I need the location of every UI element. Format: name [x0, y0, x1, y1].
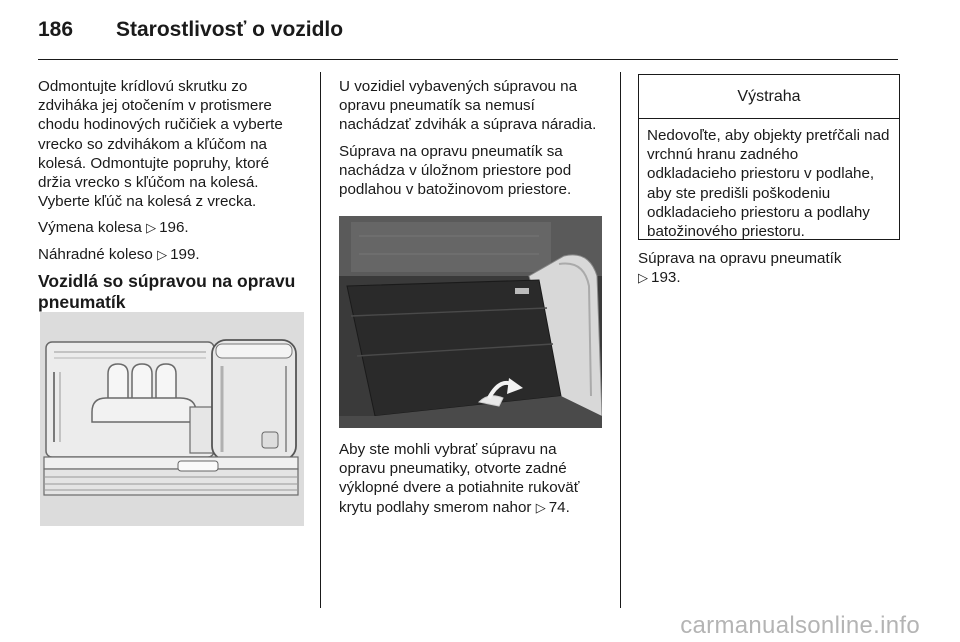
header-rule — [38, 59, 898, 60]
kit-removal-paragraph — [339, 440, 607, 517]
reference-icon: ▷ — [535, 499, 546, 515]
spare-wheel-ref-page: 199. — [170, 245, 200, 263]
column-divider-right — [620, 72, 621, 608]
column-2 — [339, 77, 607, 206]
repair-kit-ref-page: 193. — [651, 269, 681, 287]
spare-wheel-reference[interactable] — [38, 245, 306, 264]
warning-title: Výstraha — [639, 75, 899, 119]
repair-kit-reference[interactable] — [638, 249, 900, 287]
wheel-change-reference[interactable] — [38, 218, 306, 237]
column-1 — [38, 77, 306, 323]
column-3 — [638, 249, 900, 294]
kit-removal-text: Aby ste mohli vybrať súpravu na opravu pneumatiky, otvorte zadné výklopné dvere a potiahnite rukoväť krytu podlahy smerom nahor — [339, 441, 580, 516]
kit-removal-ref-page[interactable]: 74. — [548, 498, 570, 516]
luggage-floor-illustration — [339, 216, 602, 428]
repair-kit-ref-text: Súprava na opravu pneumatík — [638, 250, 842, 267]
warning-body: Nedovoľte, aby objekty pretŕčali nad vrchnú hranu zadného odkladacieho priestoru v podlahe, aby ste predišli poškodeniu odkladacieho priestoru a podlahy batožinového priestoru. — [647, 127, 890, 241]
column-2-bottom — [339, 440, 607, 524]
reference-icon: ▷ — [146, 220, 157, 236]
chapter-title: Starostlivosť o vozidlo — [116, 18, 344, 41]
tire-repair-kit-illustration — [40, 312, 304, 526]
reference-icon: ▷ — [638, 270, 648, 286]
wheel-change-ref-text: Výmena kolesa — [38, 219, 142, 237]
page-header — [38, 18, 343, 42]
page-number: 186 — [38, 18, 74, 41]
warning-box — [638, 74, 900, 240]
kit-availability-paragraph: U vozidiel vybavených súpravou na opravu pneumatík sa nemusí nachádzať zdvihák a súprava náradia. — [339, 78, 597, 134]
jack-removal-paragraph: Odmontujte krídlovú skrutku zo zdviháka jej otočením v protismere chodu hodinových ručičiek a vyberte vrecko so zdvihákom a kľúčom na kolesá. Odmontujte popruhy, ktoré držia vrecko s kľúčom na kolesá. Vyberte kľúč na kolesá z vrecka. — [38, 78, 283, 211]
reference-icon: ▷ — [157, 246, 168, 262]
wheel-change-ref-page: 196. — [159, 219, 189, 237]
kit-location-paragraph: Súprava na opravu pneumatík sa nachádza v úložnom priestore pod podlahou v batožinovom priestore. — [339, 142, 572, 199]
section-heading: Vozidlá so súpravou na opravu pneumatík — [38, 270, 296, 312]
column-divider-left — [320, 72, 321, 608]
watermark: carmanualsonline.info — [680, 612, 920, 639]
spare-wheel-ref-text: Náhradné koleso — [38, 245, 153, 263]
